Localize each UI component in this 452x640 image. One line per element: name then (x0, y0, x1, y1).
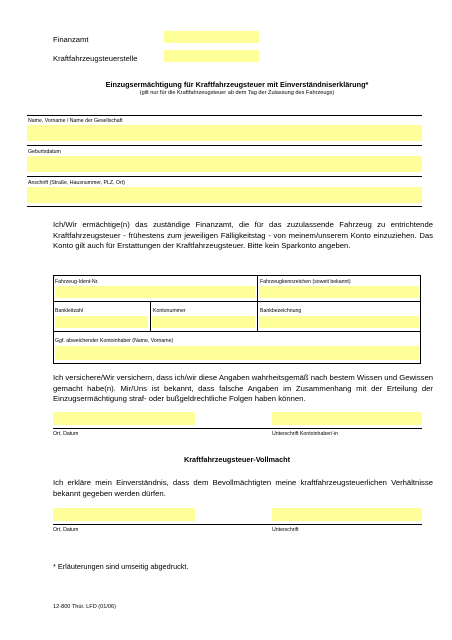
geburtsdatum-field[interactable] (27, 156, 422, 172)
ort-datum-field-2[interactable] (53, 508, 195, 521)
table-row-divider (53, 331, 421, 332)
table-col-divider (150, 301, 151, 331)
divider (27, 145, 422, 146)
unterschrift-field-1[interactable] (272, 412, 422, 425)
bankleitzahl-label: Bankleitzahl (55, 308, 83, 314)
kontonummer-field[interactable] (152, 316, 255, 328)
form-title: Einzugsermächtigung für Kraftfahrzeugsteuer mit Einverständniserklärung* (105, 80, 369, 89)
name-field[interactable] (27, 125, 422, 141)
signature-line-1 (53, 428, 422, 429)
kfz-stelle-field[interactable] (164, 50, 259, 62)
geburtsdatum-label: Geburtsdatum (28, 149, 61, 155)
form-subtitle: (gilt nur für die Kraftfahrzeugsteuer ab dem Tag der Zulassung des Fahrzeugs) (139, 90, 335, 96)
kennzeichen-field[interactable] (259, 286, 419, 298)
finanzamt-field[interactable] (164, 31, 259, 43)
ident-nr-label: Fahrzeug-Ident-Nr. (55, 279, 99, 285)
anschrift-field[interactable] (27, 187, 422, 203)
divider (27, 115, 422, 116)
bankleitzahl-field[interactable] (55, 316, 148, 328)
assurance-text: Ich versichere/Wir versichern, dass ich/wir diese Angaben wahrheitsgemäß nach bestem Wissen und Gewissen gemacht habe(n). Mir/Uns ist bekannt, dass falsche Angaben im Zusammenhang mit der Erteilung der Einzugsermächtigung straf- oder bußgeldrechtliche Folgen haben können. (53, 373, 433, 404)
finanzamt-label: Finanzamt (53, 35, 89, 44)
table-col-divider (257, 275, 258, 331)
unterschrift-label-2: Unterschrift (272, 527, 299, 533)
bankbezeichnung-field[interactable] (259, 316, 419, 328)
unterschrift-label-1: Unterschrift Kontoinhaber/-in (272, 431, 339, 437)
bankbezeichnung-label: Bankbezeichnung (260, 308, 302, 314)
divider (27, 176, 422, 177)
authorization-text: Ich/Wir ermächtige(n) das zuständige Finanzamt, die für das zuzulassende Fahrzeug zu entrichtende Kraftfahrzeugsteuer - frühestens zum jeweiligen Fälligkeitstag - von meinem/unserem Konto einzuziehen. Das Konto gilt auch für Erstattungen der Kraftfahrzeugsteuer. Bitte kein Sparkonto angeben. (53, 220, 433, 251)
kontonummer-label: Kontonummer (153, 308, 186, 314)
name-label: Name, Vorname / Name der Gesellschaft (28, 118, 123, 124)
kontoinhaber-field[interactable] (55, 346, 419, 360)
ort-datum-label-1: Ort, Datum (53, 431, 79, 437)
kfz-stelle-label: Kraftfahrzeugsteuerstelle (53, 54, 138, 63)
ort-datum-label-2: Ort, Datum (53, 527, 79, 533)
ident-nr-field[interactable] (55, 286, 255, 298)
vollmacht-text: Ich erkläre mein Einverständnis, dass dem Bevollmächtigten meine kraftfahrzeugsteuerlichen Verhältnisse bekannt gegeben werden dürfen. (53, 478, 433, 498)
signature-line-2 (53, 524, 422, 525)
divider (27, 206, 422, 207)
footnote: * Erläuterungen sind umseitig abgedruckt. (53, 562, 189, 571)
ort-datum-field-1[interactable] (53, 412, 195, 425)
form-number: 12-800 Thür. LFD (01/06) (53, 604, 117, 610)
anschrift-label: Anschrift (Straße, Hausnummer, PLZ, Ort) (28, 180, 125, 186)
kennzeichen-label: Fahrzeugkennzeichen (soweit bekannt) (260, 279, 351, 285)
table-row-divider (53, 301, 421, 302)
kontoinhaber-label: Ggf. abweichender Kontoinhaber (Name, Vorname) (55, 338, 174, 344)
vollmacht-title: Kraftfahrzeugsteuer-Vollmacht (183, 455, 291, 464)
unterschrift-field-2[interactable] (272, 508, 422, 521)
